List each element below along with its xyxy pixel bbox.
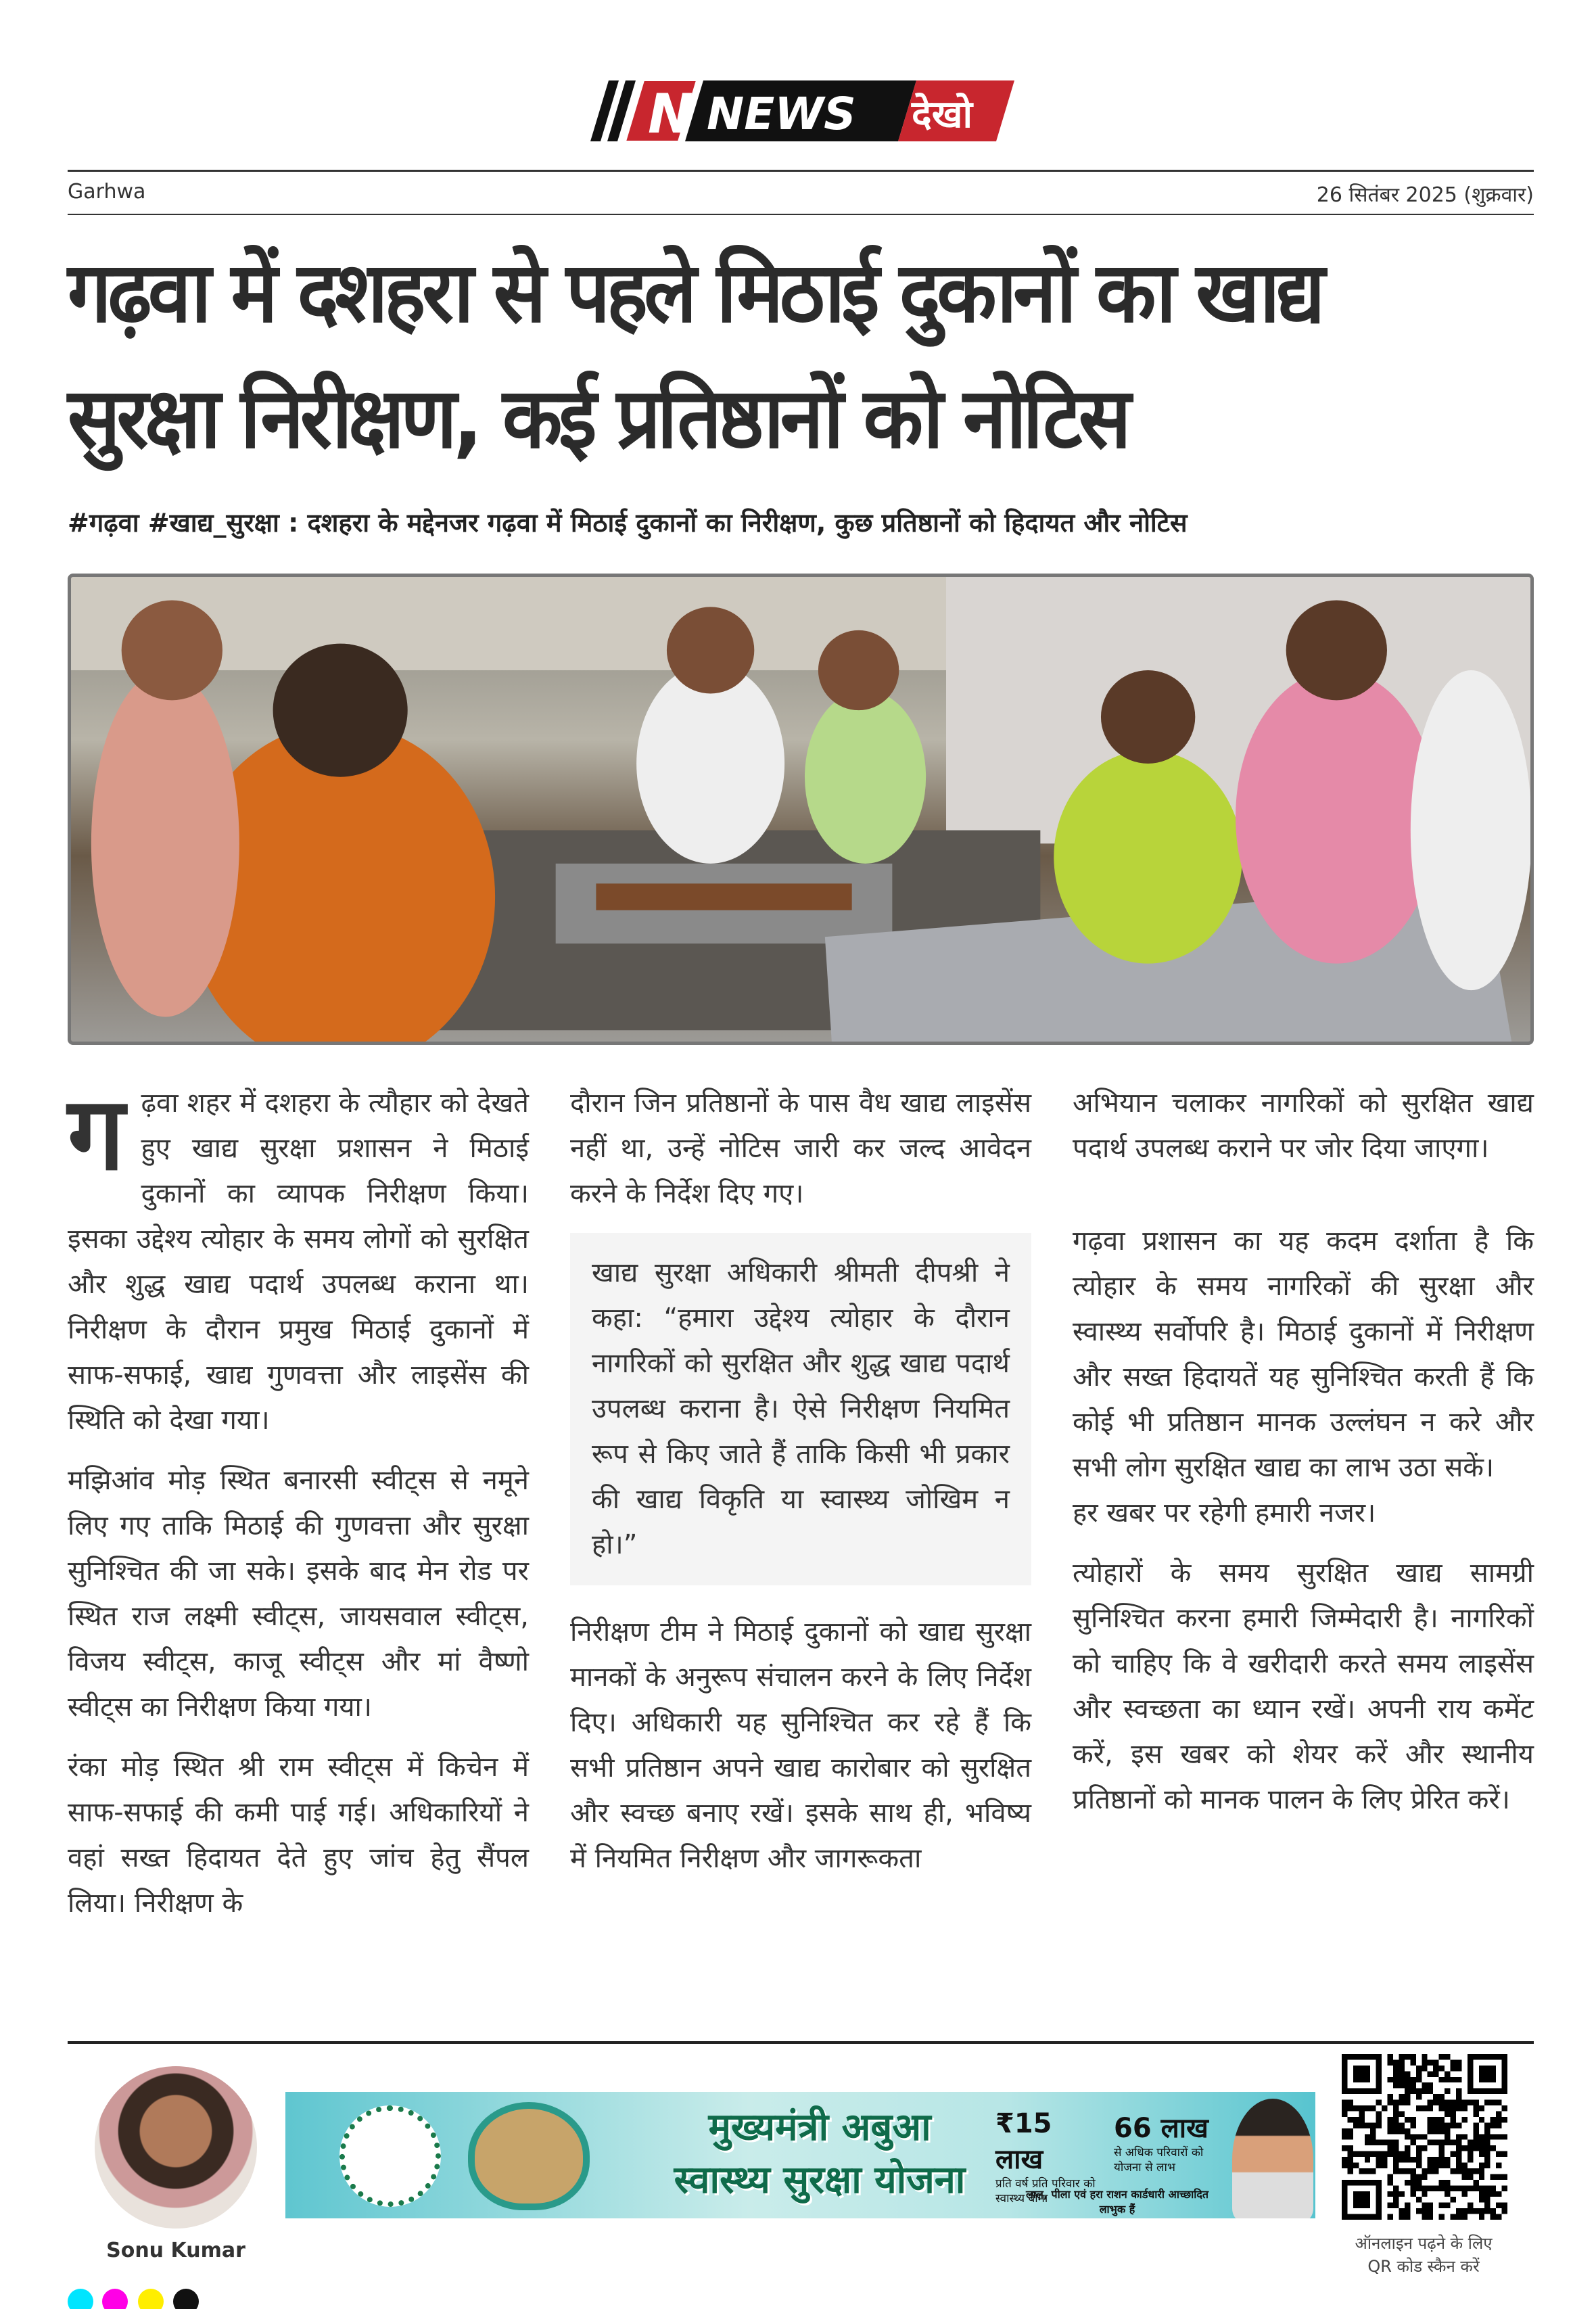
headline-line-2: सुरक्षा निरीक्षण, कई प्रतिष्ठानों को नोटिस [68, 370, 1128, 467]
footer-rule [68, 2041, 1534, 2044]
top-rule [68, 170, 1534, 172]
article-column-2 [570, 1081, 1031, 1896]
author-name: Sonu Kumar [106, 2239, 245, 2262]
date-label: 26 सितंबर 2025 (शुक्रवार) [1316, 183, 1534, 207]
tagline: हर खबर पर रहेगी हमारी नजर। [1073, 1497, 1376, 1529]
author-avatar [95, 2066, 257, 2229]
qr-caption-line-1: ऑनलाइन पढ़ने के लिए [1355, 2234, 1493, 2253]
black-registration-dot [173, 2289, 199, 2309]
government-seal-icon [339, 2105, 441, 2207]
location-label: Garhwa [68, 180, 146, 204]
svg-text:NEWS: NEWS [707, 88, 856, 140]
paragraph: गढ़वा प्रशासन का यह कदम दर्शाता है कि त्योहार के समय नागरिकों की सुरक्षा और स्वास्थ्य सर्वोपरि है। मिठाई दुकानों में निरीक्षण और सख्त हिदायतें यह सुनिश्चित करती हैं कि कोई भी प्रतिष्ठान मानक उल्लंघन न करे और सभी लोग सुरक्षित खाद्य का लाभ उठा सकें। [1073, 1226, 1534, 1483]
news-dekho-logo [588, 77, 1014, 145]
paragraph: रंका मोड़ स्थित श्री राम स्वीट्स में किचेन में साफ-सफाई की कमी पाई गई। अधिकारियों ने वहां सख्त हिदायत देते हुए जांच हेतु सैंपल लिया। निरीक्षण के [68, 1752, 529, 1919]
paragraph: त्योहारों के समय सुरक्षित खाद्य सामग्री सुनिश्चित करना हमारी जिम्मेदारी है। नागरिकों को चाहिए कि वे खरीदारी करते समय लाइसेंस और स्वच्छता का ध्यान रखें। अपनी राय कमेंट करें, इस खबर को शेयर करें और स्थानीय प्रतिष्ठानों को मानक पालन के लिए प्रेरित करें। [1073, 1558, 1534, 1815]
qr-caption [1312, 2232, 1535, 2278]
stat-value: ₹15 लाख [995, 2108, 1052, 2175]
banner-title-line-1: मुख्यमंत्री अबुआ [708, 2105, 931, 2149]
stat-value: 66 लाख [1114, 2113, 1208, 2144]
yellow-registration-dot [138, 2289, 164, 2309]
paragraph: मझिआंव मोड़ स्थित बनारसी स्वीट्स से नमूने लिए गए ताकि मिठाई की गुणवत्ता और सुरक्षा सुनिश्चित की जा सके। इसके बाद मेन रोड पर स्थित राज लक्ष्मी स्वीट्स, जायसवाल स्वीट्स, विजय स्वीट्स, काजू स्वीट्स और मां वैष्णो स्वीट्स का निरीक्षण किया गया। [68, 1465, 529, 1723]
advertisement-banner[interactable] [285, 2092, 1315, 2218]
svg-text:N: N [648, 83, 693, 145]
stat-caption: प्रति वर्ष प्रति परिवार को स्वास्थ्य बीमा [995, 2177, 1096, 2206]
chief-minister-portrait [1232, 2099, 1313, 2218]
qr-caption-line-2: QR कोड स्कैन करें [1367, 2257, 1480, 2276]
banner-note: लाल, पीला एवं हरा राशन कार्डधारी आच्छादित लाभुक हैं [1026, 2188, 1208, 2216]
pull-quote: खाद्य सुरक्षा अधिकारी श्रीमती दीपश्री ने कहा: “हमारा उद्देश्य त्योहार के दौरान नागरिकों को सुरक्षित और शुद्ध खाद्य पदार्थ उपलब्ध कराना है। ऐसे निरीक्षण नियमित रूप से किए जाते हैं ताकि किसी भी प्रकार की खाद्य विकृति या स्वास्थ्य जोखिम न हो।” [570, 1233, 1031, 1585]
headline [68, 230, 1438, 482]
banner-stat-2 [1114, 2108, 1215, 2175]
header-rule [68, 214, 1534, 215]
article-column-1 [68, 1075, 529, 1941]
paragraph: अभियान चलाकर नागरिकों को सुरक्षित खाद्य पदार्थ उपलब्ध कराने पर जोर दिया जाएगा। [1073, 1088, 1534, 1164]
paragraph: दौरान जिन प्रतिष्ठानों के पास वैध खाद्य लाइसेंस नहीं था, उन्हें नोटिस जारी कर जल्द आवेदन करने के निर्देश दिए गए। [570, 1088, 1031, 1209]
drop-cap: ग [68, 1075, 125, 1193]
magenta-registration-dot [102, 2289, 128, 2309]
headline-line-1: गढ़वा में दशहरा से पहले मिठाई दुकानों का खाद्य [68, 244, 1322, 342]
paragraph: ढ़वा शहर में दशहरा के त्यौहार को देखते हुए खाद्य सुरक्षा प्रशासन ने मिठाई दुकानों का व्यापक निरीक्षण किया। इसका उद्देश्य त्योहार के समय लोगों को सुरक्षित और शुद्ध खाद्य पदार्थ उपलब्ध कराना था। निरीक्षण के दौरान प्रमुख मिठाई दुकानों में साफ-सफाई, खाद्य गुणवत्ता और लाइसेंस की स्थिति को देखा गया। [68, 1088, 529, 1436]
paragraph: निरीक्षण टीम ने मिठाई दुकानों को खाद्य सुरक्षा मानकों के अनुरूप संचालन करने के लिए निर्देश दिए। अधिकारी यह सुनिश्चित कर रहे हैं कि सभी प्रतिष्ठान अपने खाद्य कारोबार को सुरक्षित और स्वच्छ बनाए रखें। इसके साथ ही, भविष्य में नियमित निरीक्षण और जागरूकता [570, 1616, 1031, 1874]
svg-text:देखो: देखो [912, 93, 973, 137]
banner-title-line-2: स्वास्थ्य सुरक्षा योजना [674, 2158, 966, 2202]
qr-code[interactable] [1342, 2054, 1507, 2220]
banner-title [651, 2101, 989, 2207]
subtitle: #गढ़वा #खाद्य_सुरक्षा : दशहरा के मद्देनजर गढ़वा में मिठाई दुकानों का निरीक्षण, कुछ प्रतिष्ठानों को हिदायत और नोटिस [68, 508, 1188, 538]
stat-caption: से अधिक परिवारों को योजना से लाभ [1114, 2146, 1204, 2174]
cyan-registration-dot [68, 2289, 93, 2309]
article-column-3 [1073, 1081, 1534, 1838]
stethoscope-heart-icon [468, 2102, 590, 2210]
article-photo [68, 574, 1534, 1045]
